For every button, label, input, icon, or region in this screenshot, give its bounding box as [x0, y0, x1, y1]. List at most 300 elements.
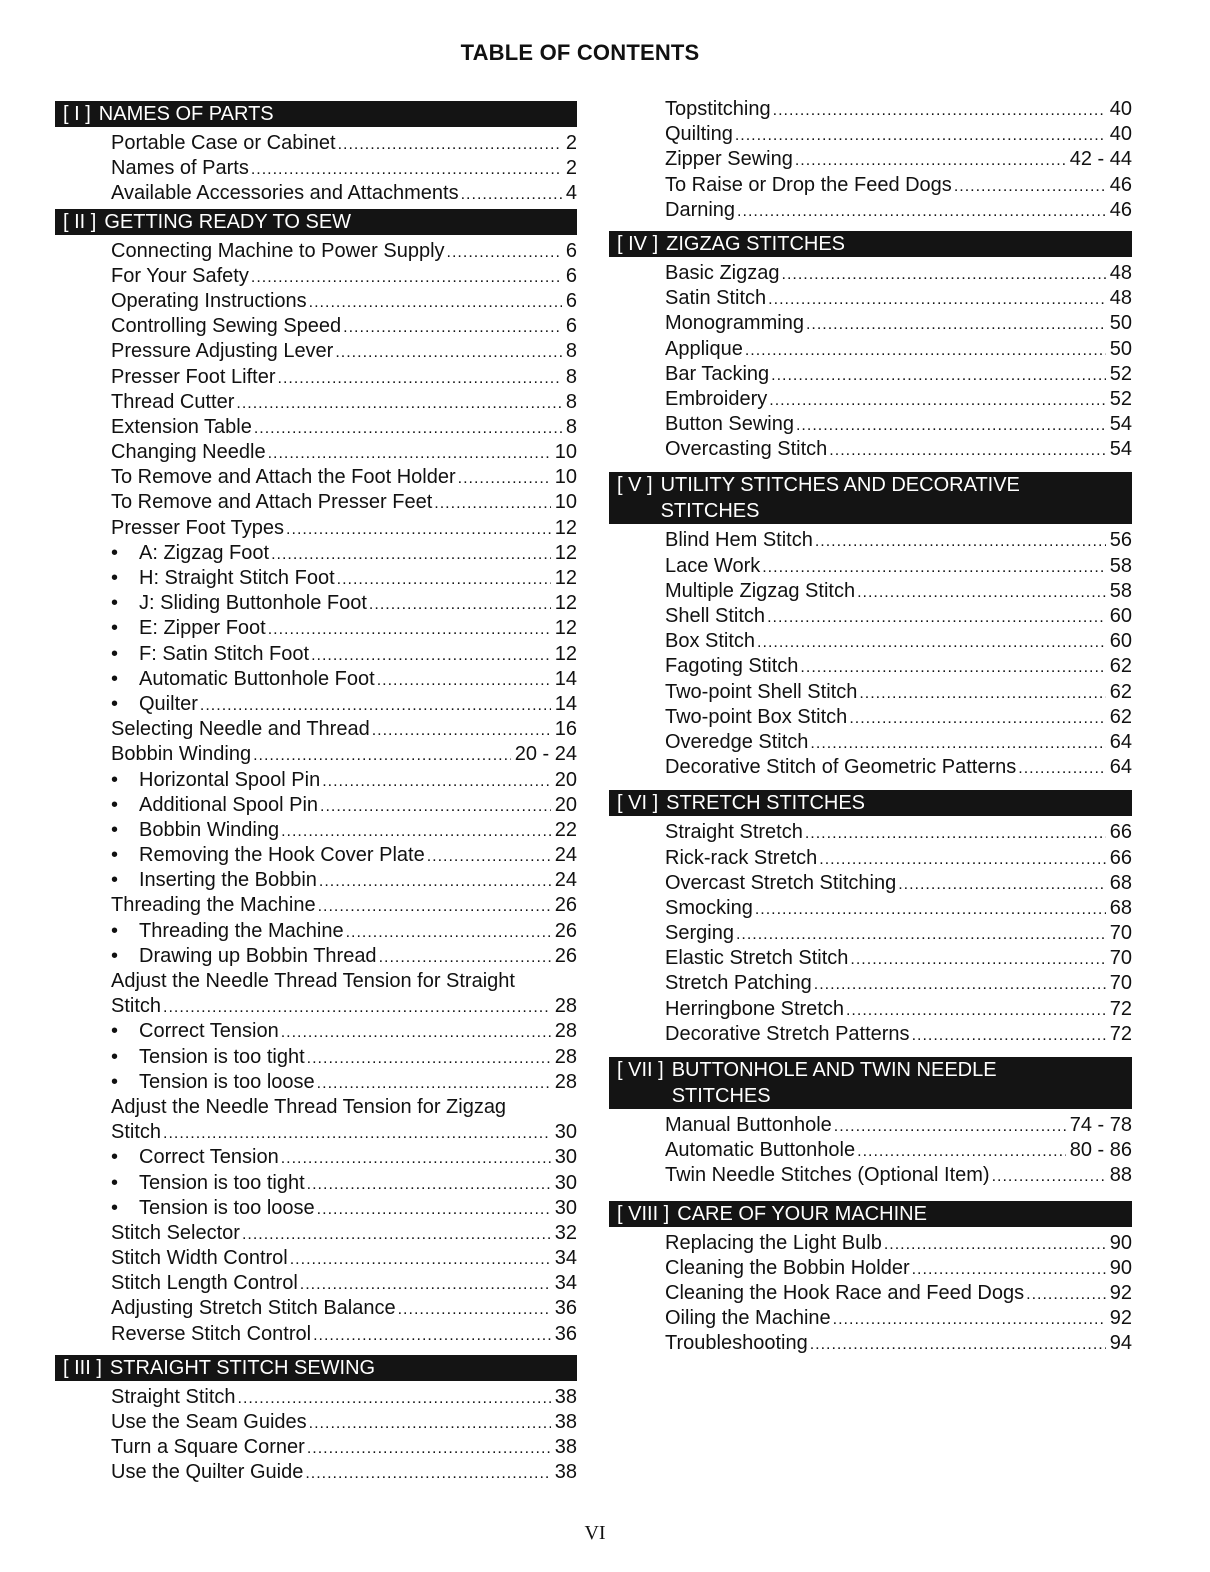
- entry-label: Automatic Buttonhole: [665, 1139, 856, 1162]
- entry-label: Cleaning the Bobbin Holder: [665, 1256, 910, 1279]
- entry-page: 36: [554, 1322, 577, 1345]
- section-header: [609, 1201, 1132, 1227]
- entry-page: 46: [1109, 198, 1132, 221]
- dot-leader: [771, 363, 1106, 388]
- toc-subentry: [111, 1196, 577, 1221]
- entry-label: • Inserting the Bobbin: [111, 868, 317, 893]
- toc-entry: [665, 122, 1132, 147]
- dot-leader: [850, 947, 1105, 972]
- toc-entry-first-line: Adjust the Needle Thread Tension for Zigzag: [111, 1095, 507, 1118]
- section-stretch-stitches: [609, 790, 1132, 1047]
- toc-entry: [111, 994, 577, 1019]
- entry-label: To Raise or Drop the Feed Dogs: [665, 173, 952, 196]
- dot-leader: [815, 529, 1106, 554]
- dot-leader: [320, 794, 551, 819]
- entry-page: 58: [1109, 554, 1132, 577]
- section-title: ZIGZAG STITCHES: [666, 232, 846, 255]
- entry-label: Embroidery: [665, 387, 768, 410]
- entry-page: 8: [565, 340, 577, 363]
- entry-page: 66: [1109, 821, 1132, 844]
- toc-subentry: [111, 692, 577, 717]
- dot-leader: [278, 366, 562, 391]
- entry-page: 26: [554, 944, 577, 967]
- toc-entry: [665, 147, 1132, 172]
- dot-leader: [795, 148, 1066, 173]
- toc-entry: [665, 173, 1132, 198]
- section-header: [609, 790, 1132, 816]
- toc-entry: [665, 387, 1132, 412]
- toc-subentry: [111, 1045, 577, 1070]
- dot-leader: [857, 1139, 1066, 1164]
- entry-label: Use the Quilter Guide: [111, 1461, 304, 1484]
- entry-label: Turn a Square Corner: [111, 1436, 305, 1459]
- dot-leader: [268, 441, 551, 466]
- entry-label: • Horizontal Spool Pin: [111, 768, 320, 793]
- entry-page: 12: [554, 516, 577, 539]
- toc-subentry: [111, 667, 577, 692]
- entry-page: 24: [554, 869, 577, 892]
- entry-page: 40: [1109, 123, 1132, 146]
- dot-leader: [379, 945, 551, 970]
- section-number: [ VI ]: [617, 792, 659, 815]
- dot-leader: [859, 681, 1105, 706]
- dot-leader: [810, 731, 1105, 756]
- entry-label: Stitch Length Control: [111, 1272, 298, 1295]
- entry-page: 66: [1109, 846, 1132, 869]
- entry-label: Manual Buttonhole: [665, 1114, 832, 1136]
- entry-label: Two-point Shell Stitch: [665, 680, 858, 703]
- dot-leader: [307, 1046, 551, 1071]
- toc-entry: [111, 1120, 577, 1145]
- entry-label: • Tension is too tight: [111, 1045, 305, 1070]
- entry-page: 46: [1109, 173, 1132, 196]
- section-title: CARE OF YOUR MACHINE: [677, 1202, 927, 1225]
- entry-page: 20 - 24: [514, 743, 577, 766]
- entry-label: Decorative Stretch Patterns: [665, 1022, 910, 1045]
- toc-entry: [111, 390, 577, 415]
- dot-leader: [268, 617, 551, 642]
- dot-leader: [290, 1247, 551, 1272]
- toc-entry: [665, 896, 1132, 921]
- dot-leader: [767, 605, 1106, 630]
- entry-page: 94: [1109, 1332, 1132, 1355]
- entry-page: 14: [554, 667, 577, 690]
- toc-subentry: [111, 793, 577, 818]
- dot-leader: [309, 290, 562, 315]
- entry-label: • Additional Spool Pin: [111, 793, 318, 818]
- toc-entry: [111, 289, 577, 314]
- entry-page: 54: [1109, 413, 1132, 436]
- dot-leader: [281, 1020, 551, 1045]
- toc-subentry: [111, 616, 577, 641]
- left-column: [55, 101, 577, 1486]
- dot-leader: [427, 844, 551, 869]
- toc-entry: [665, 1113, 1132, 1138]
- toc-entry: [111, 490, 577, 515]
- dot-leader: [434, 491, 550, 516]
- dot-leader: [238, 1386, 551, 1411]
- entry-label: • Tension is too loose: [111, 1070, 315, 1095]
- toc-subentry: [111, 919, 577, 944]
- toc-entry: [111, 415, 577, 440]
- section-header: [609, 472, 1132, 524]
- entry-page: 68: [1109, 871, 1132, 894]
- toc-subentry: [111, 591, 577, 616]
- dot-leader: [829, 438, 1105, 463]
- entry-label: Stitch: [111, 995, 162, 1018]
- toc-entry: [665, 1163, 1132, 1188]
- entry-page: 16: [554, 718, 577, 741]
- entry-page: 72: [1109, 1022, 1132, 1045]
- entry-page: 10: [554, 441, 577, 464]
- entry-page: 26: [554, 894, 577, 917]
- dot-leader: [318, 894, 551, 919]
- toc-entry: [111, 365, 577, 390]
- entry-page: 20: [554, 793, 577, 816]
- toc-entry: [665, 1281, 1132, 1306]
- toc-entry: [665, 1306, 1132, 1331]
- entry-label: Portable Case or Cabinet: [111, 132, 336, 154]
- entry-page: 48: [1109, 287, 1132, 310]
- entry-label: • J: Sliding Buttonhole Foot: [111, 591, 367, 616]
- toc-subentry: [111, 868, 577, 893]
- dot-leader: [254, 416, 562, 441]
- entry-label: Darning: [665, 198, 736, 221]
- entry-page: 70: [1109, 947, 1132, 970]
- section-straight-stitch-sewing: [55, 1355, 577, 1486]
- dot-leader: [398, 1297, 551, 1322]
- section-title-line-1: UTILITY STITCHES AND DECORATIVE: [660, 474, 1020, 497]
- dot-leader: [461, 182, 562, 207]
- section-header: [55, 209, 577, 235]
- entry-label: Decorative Stitch of Geometric Patterns: [665, 756, 1017, 779]
- dot-leader: [337, 567, 551, 592]
- dot-leader: [736, 922, 1106, 947]
- entry-label: • Automatic Buttonhole Foot: [111, 667, 375, 692]
- entry-page: 50: [1109, 312, 1132, 335]
- entry-page: 30: [554, 1196, 577, 1219]
- entry-page: 26: [554, 919, 577, 942]
- toc-entry: [665, 946, 1132, 971]
- entry-label: Blind Hem Stitch: [665, 529, 813, 552]
- dot-leader: [242, 1222, 551, 1247]
- entry-label: • F: Satin Stitch Foot: [111, 642, 309, 667]
- dot-leader: [313, 1323, 551, 1348]
- toc-entry: [665, 705, 1132, 730]
- entry-page: 50: [1109, 337, 1132, 360]
- entry-page: 28: [554, 1020, 577, 1043]
- dot-leader: [200, 693, 551, 718]
- entry-label: • H: Straight Stitch Foot: [111, 566, 335, 591]
- section-number: [ II ]: [63, 210, 97, 233]
- section-number: [ VII ]: [617, 1059, 664, 1081]
- dot-leader: [369, 592, 551, 617]
- entry-page: 58: [1109, 579, 1132, 602]
- entry-label: Lace Work: [665, 554, 761, 577]
- entry-label: Twin Needle Stitches (Optional Item): [665, 1164, 990, 1187]
- toc-entry: [665, 604, 1132, 629]
- dot-leader: [805, 821, 1106, 846]
- dot-leader: [458, 466, 551, 491]
- toc-entry: [665, 437, 1132, 462]
- dot-leader: [737, 199, 1106, 224]
- entry-label: Basic Zigzag: [665, 261, 780, 284]
- entry-page: 36: [554, 1297, 577, 1320]
- entry-page: 40: [1109, 98, 1132, 120]
- entry-label: Stitch: [111, 1121, 162, 1144]
- dot-leader: [163, 995, 551, 1020]
- entry-label: Threading the Machine: [111, 894, 316, 917]
- entry-label: Use the Seam Guides: [111, 1411, 307, 1433]
- entry-page: 24: [554, 844, 577, 867]
- entry-label: • Tension is too tight: [111, 1171, 305, 1196]
- section-title: [672, 1057, 1132, 1109]
- entry-page: 2: [565, 157, 577, 180]
- entry-page: 70: [1109, 922, 1132, 945]
- dot-leader: [834, 1114, 1066, 1139]
- dot-leader: [806, 312, 1106, 337]
- entry-page: 8: [565, 415, 577, 438]
- section-header: [55, 101, 577, 127]
- entry-page: 74 - 78: [1069, 1114, 1132, 1136]
- dot-leader: [755, 897, 1106, 922]
- entry-label: • Threading the Machine: [111, 919, 344, 944]
- entry-label: • Correct Tension: [111, 1145, 279, 1170]
- entry-page: 12: [554, 541, 577, 564]
- dot-leader: [849, 706, 1105, 731]
- entry-label: Pressure Adjusting Lever: [111, 340, 334, 363]
- entry-label: Stitch Selector: [111, 1221, 240, 1244]
- toc-entry: [665, 198, 1132, 223]
- entry-label: Two-point Box Stitch: [665, 705, 848, 728]
- entry-label: Topstitching: [665, 98, 771, 120]
- toc-entry: [665, 1331, 1132, 1356]
- entry-page: 60: [1109, 630, 1132, 653]
- dot-leader: [884, 1232, 1106, 1257]
- toc-entry: [665, 871, 1132, 896]
- entry-page: 28: [554, 995, 577, 1018]
- toc-subentry: [111, 1145, 577, 1170]
- toc-subentry: [111, 843, 577, 868]
- entry-page: 64: [1109, 756, 1132, 779]
- entry-label: To Remove and Attach the Foot Holder: [111, 466, 456, 489]
- entry-page: 48: [1109, 261, 1132, 284]
- entry-page: 62: [1109, 705, 1132, 728]
- entry-label: Overcasting Stitch: [665, 438, 828, 461]
- entry-label: To Remove and Attach Presser Feet: [111, 491, 433, 514]
- entry-label: Replacing the Light Bulb: [665, 1231, 882, 1254]
- entry-page: 30: [554, 1171, 577, 1194]
- entry-page: 92: [1109, 1307, 1132, 1330]
- section-title: [661, 472, 1132, 524]
- entry-label: • E: Zipper Foot: [111, 616, 266, 641]
- dot-leader: [307, 1172, 551, 1197]
- entry-page: 64: [1109, 730, 1132, 753]
- section-names-of-parts: [55, 101, 577, 207]
- dot-leader: [307, 1436, 551, 1461]
- toc-entry: [665, 412, 1132, 437]
- toc-entry: [665, 730, 1132, 755]
- section-utility-stitches: [609, 472, 1132, 780]
- toc-entry: [111, 1246, 577, 1271]
- entry-page: 22: [554, 818, 577, 841]
- dot-leader: [317, 1197, 551, 1222]
- toc-entry: [111, 1296, 577, 1321]
- dot-leader: [757, 630, 1106, 655]
- entry-label: Zipper Sewing: [665, 148, 793, 171]
- entry-page: 38: [554, 1411, 577, 1433]
- entry-label: Multiple Zigzag Stitch: [665, 579, 856, 602]
- entry-page: 90: [1109, 1231, 1132, 1254]
- dot-leader: [281, 1146, 551, 1171]
- toc-entry: [111, 1322, 577, 1347]
- toc-entry: [111, 131, 577, 156]
- dot-leader: [338, 132, 562, 157]
- toc-entry: [111, 1271, 577, 1296]
- entry-page: 10: [554, 466, 577, 489]
- entry-label: • Removing the Hook Cover Plate: [111, 843, 425, 868]
- page-number: VI: [584, 1522, 606, 1544]
- entry-label: Reverse Stitch Control: [111, 1322, 312, 1345]
- dot-leader: [251, 157, 562, 182]
- entry-page: 10: [554, 491, 577, 514]
- dot-leader: [745, 338, 1106, 363]
- dot-leader: [954, 174, 1106, 199]
- toc-subentry: [111, 944, 577, 969]
- entry-page: 38: [554, 1436, 577, 1459]
- toc-entry: [665, 971, 1132, 996]
- entry-page: 52: [1109, 387, 1132, 410]
- dot-leader: [800, 655, 1105, 680]
- entry-label: • Correct Tension: [111, 1019, 279, 1044]
- entry-page: 30: [554, 1146, 577, 1169]
- entry-label: Controlling Sewing Speed: [111, 315, 342, 338]
- toc-entry: [665, 286, 1132, 311]
- section-title-line-1: BUTTONHOLE AND TWIN NEEDLE: [671, 1059, 997, 1081]
- dot-leader: [773, 98, 1106, 123]
- dot-leader: [322, 769, 551, 794]
- entry-label: Available Accessories and Attachments: [111, 182, 459, 205]
- entry-page: 4: [565, 182, 577, 205]
- dot-leader: [819, 847, 1106, 872]
- entry-page: 38: [554, 1385, 577, 1408]
- dot-leader: [810, 1332, 1106, 1357]
- entry-label: • Drawing up Bobbin Thread: [111, 944, 377, 969]
- entry-page: 54: [1109, 438, 1132, 461]
- entry-page: 8: [565, 390, 577, 413]
- entry-label: Monogramming: [665, 312, 804, 335]
- toc-entry: [111, 181, 577, 206]
- entry-page: 12: [554, 592, 577, 615]
- section-title: NAMES OF PARTS: [98, 103, 274, 125]
- entry-page: 38: [554, 1461, 577, 1484]
- entry-label: Names of Parts: [111, 157, 249, 180]
- toc-entry: [665, 97, 1132, 122]
- entry-label: Elastic Stretch Stitch: [665, 947, 849, 970]
- entry-page: 56: [1109, 529, 1132, 552]
- section-number: [ VIII ]: [617, 1202, 670, 1225]
- toc-entry: [665, 1138, 1132, 1163]
- dot-leader: [1018, 756, 1106, 781]
- entry-page: 8: [565, 365, 577, 388]
- entry-page: 6: [565, 264, 577, 287]
- entry-label: Fagoting Stitch: [665, 655, 799, 678]
- entry-page: 6: [565, 239, 577, 262]
- entry-label: Presser Foot Types: [111, 516, 285, 539]
- entry-page: 90: [1109, 1256, 1132, 1279]
- entry-label: Straight Stitch: [111, 1385, 236, 1408]
- toc-entry: [665, 680, 1132, 705]
- entry-label: Adjusting Stretch Stitch Balance: [111, 1297, 396, 1320]
- dot-leader: [311, 643, 551, 668]
- dot-leader: [346, 920, 551, 945]
- dot-leader: [271, 542, 551, 567]
- entry-label: Smocking: [665, 896, 753, 919]
- dot-leader: [898, 872, 1106, 897]
- entry-label: Oiling the Machine: [665, 1307, 831, 1330]
- toc-entry: [665, 337, 1132, 362]
- dot-leader: [1026, 1282, 1106, 1307]
- toc-subentry: [111, 566, 577, 591]
- entry-label: Extension Table: [111, 415, 252, 438]
- entry-label: Applique: [665, 337, 743, 360]
- entry-label: Stitch Width Control: [111, 1247, 288, 1270]
- dot-leader: [305, 1461, 550, 1486]
- right-column: [609, 98, 1132, 1357]
- dot-leader: [762, 555, 1106, 580]
- dot-leader: [846, 998, 1106, 1023]
- toc-entry: [111, 1410, 577, 1435]
- section-zigzag-stitches: [609, 231, 1132, 463]
- dot-leader: [796, 413, 1106, 438]
- toc-entry: [111, 516, 577, 541]
- dot-leader: [814, 972, 1106, 997]
- entry-label: • Quilter: [111, 692, 198, 717]
- section-title-line-2: STITCHES: [671, 1085, 771, 1107]
- entry-page: 92: [1109, 1281, 1132, 1304]
- entry-label: Serging: [665, 922, 734, 945]
- toc-entry: [665, 846, 1132, 871]
- entry-label: Selecting Needle and Thread: [111, 718, 370, 741]
- entry-label: Button Sewing: [665, 413, 794, 436]
- section-title: STRAIGHT STITCH SEWING: [109, 1356, 376, 1379]
- toc-entry: [111, 465, 577, 490]
- toc-subentry: [111, 1019, 577, 1044]
- section-number: [ V ]: [617, 474, 653, 497]
- toc-subentry: [111, 1171, 577, 1196]
- entry-page: 72: [1109, 997, 1132, 1020]
- toc-entry: [111, 717, 577, 742]
- section-number: [ IV ]: [617, 232, 659, 255]
- toc-entry: [111, 742, 577, 767]
- toc-entry: [665, 1256, 1132, 1281]
- entry-label: Straight Stretch: [665, 821, 803, 844]
- toc-entry: [111, 264, 577, 289]
- entry-label: Box Stitch: [665, 630, 756, 653]
- toc-entry: [665, 820, 1132, 845]
- toc-entry: [111, 239, 577, 264]
- toc-subentry: [111, 1070, 577, 1095]
- dot-leader: [163, 1121, 551, 1146]
- dot-leader: [372, 718, 551, 743]
- toc-subentry: [111, 768, 577, 793]
- toc-entry: [665, 1022, 1132, 1047]
- entry-page: 88: [1109, 1164, 1132, 1187]
- dot-leader: [236, 391, 561, 416]
- entry-label: Quilting: [665, 123, 733, 146]
- entry-label: Bobbin Winding: [111, 743, 252, 766]
- section-title: STRETCH STITCHES: [666, 792, 866, 815]
